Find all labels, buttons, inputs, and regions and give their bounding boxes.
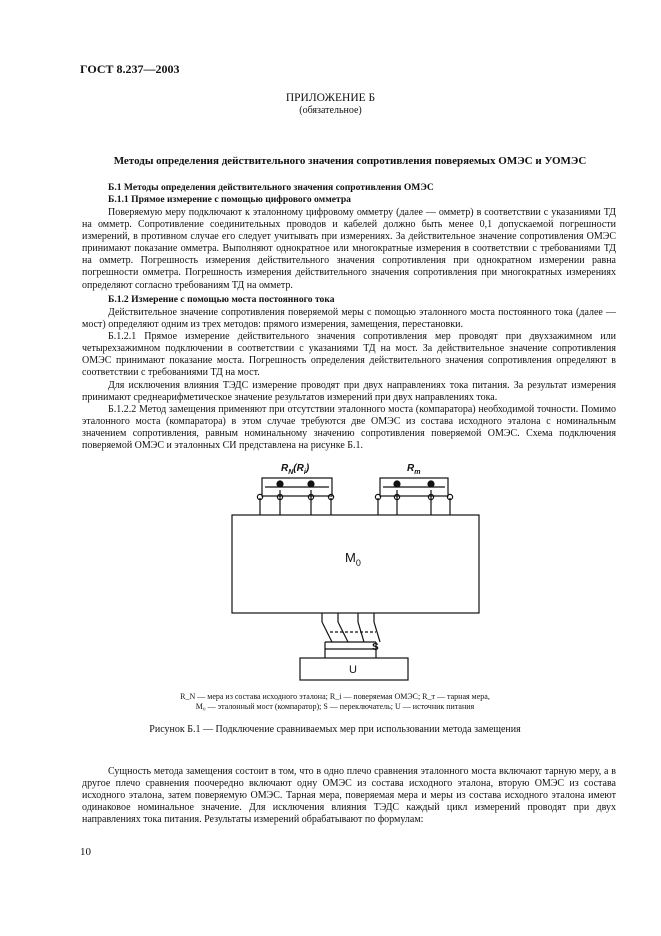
label-u: U bbox=[349, 664, 357, 676]
rt-terminal bbox=[428, 481, 434, 487]
label-rt: $R_т$ bbox=[407, 463, 421, 476]
page-number: 10 bbox=[80, 846, 91, 858]
figure-caption: Рисунок Б.1 — Подключение сравниваемых мер при использовании метода замещения bbox=[149, 724, 521, 735]
paragraph: Поверяемую меру подключают к эталонному цифровому омметру (далее — омметр) в соответствии с указаниями ТД на омметр. Сопротивление соединительных проводов и кабелей должно быть менее 0,1 допускаемой погрешности измерений, в противном случае его следует учитывать при измерениях. За действительное значение сопротивления ОМЭС принимают показание омметра. Выполняют однократное или многократные измерения в соответствии с требованиями ТД на омметр. Погрешность измерения действительного значения сопротивления при однократном измерении равна погрешности омметра. Погрешность измерения действительного значения сопротивления при многократных измерениях определяют согласно требованиям ТД на омметр. bbox=[82, 207, 616, 291]
paragraph: Сущность метода замещения состоит в том, что в одно плечо сравнения эталонного моста включают тарную меру, а в другое плечо сравнения поочередно включают одну ОМЭС из состава исходного эталона, вторую ОМЭС из состава исходного эталона, затем поверяемую ОМЭС. Тарная мера, поверяемая мера и меры из состава исходного эталона имеют одинаковое номинальное значение. Для исключения влияния ТЭДС каждый цикл измерений проводят при двух направлениях тока питания. Результаты измерений обрабатывают по формулам: bbox=[82, 766, 616, 826]
rn-terminal bbox=[277, 481, 283, 487]
rt-terminal bbox=[394, 481, 400, 487]
label-s: S bbox=[372, 642, 379, 653]
paragraph: Б.1.2.1 Прямое измерение действительного значения сопротивления мер проводят при двухзажимном или четырехзажимном подключении в соответствии с указаниями ТД на мост. За действительное значение сопротивления ОМЭС принимают показание моста. Погрешность определения действительного значения сопротивления определяют в соответствии с требованиями ТД на мост. bbox=[82, 331, 616, 379]
subsection-heading: Б.1.2 Измерение с помощью моста постоянного тока bbox=[108, 294, 335, 305]
paragraph: Для исключения влияния ТЭДС измерение проводят при двух направлениях тока питания. За результат измерения принимают среднеарифметическое значение результатов измерений при двух направлениях тока. bbox=[82, 380, 616, 404]
label-rn-ri: $R_N(R_i)$ bbox=[281, 463, 310, 476]
label-m0: $M_0$ bbox=[345, 550, 361, 568]
subsection-heading: Б.1.1 Прямое измерение с помощью цифрового омметра bbox=[108, 194, 351, 205]
ri-terminal bbox=[308, 481, 314, 487]
figure-legend bbox=[100, 692, 570, 712]
paragraph: Б.1.2.2 Метод замещения применяют при отсутствии эталонного моста (компаратора) необходимой точности. Помимо эталонного моста (компаратора) в этом случае требуются две ОМЭС из состава исходного эталона с номинальным значением сопротивления, равным номинальному значению сопротивления поверяемой ОМЭС. Схема подключения поверяемой ОМЭС и эталонных СИ представлена на рисунке Б.1. bbox=[82, 404, 616, 452]
legend-line: R_N — мера из состава исходного эталона; R_i — поверяемая ОМЭС; R_т — тарная мера, bbox=[180, 692, 490, 701]
section-heading: Б.1 Методы определения действительного значения сопротивления ОМЭС bbox=[108, 182, 434, 193]
appendix-title: ПРИЛОЖЕНИЕ Б bbox=[285, 92, 376, 104]
legend-line: M₀ — эталонный мост (компаратор); S — переключатель; U — источник питания bbox=[195, 702, 475, 711]
paragraph: Действительное значение сопротивления поверяемой меры с помощью эталонного моста постоянного тока (далее — мост) определяют одним из трех методов: прямого измерения, замещения, перестановки. bbox=[82, 307, 616, 331]
main-title: Методы определения действительного значения сопротивления поверяемых ОМЭС и УОМЭС bbox=[113, 155, 587, 167]
document-header: ГОСТ 8.237—2003 bbox=[80, 62, 180, 76]
switch-blade bbox=[374, 622, 380, 642]
appendix-subtitle: (обязательное) bbox=[299, 105, 362, 116]
